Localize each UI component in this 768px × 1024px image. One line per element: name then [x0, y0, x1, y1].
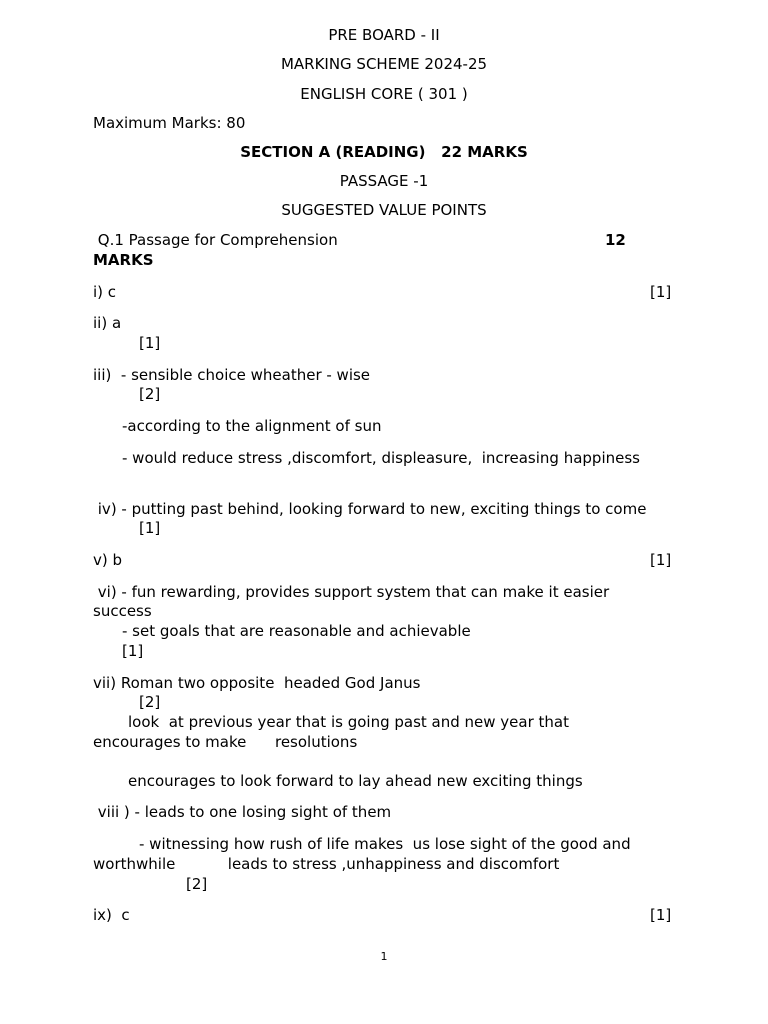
- answer-vi-mark: [1]: [122, 642, 144, 660]
- header-preboard: PRE BOARD - II: [328, 26, 440, 44]
- answer-i: i) c: [93, 283, 117, 301]
- answer-iv: iv) - putting past behind, looking forward to new, exciting things to come: [93, 500, 647, 518]
- answer-vii-point-1-continued: encourages to make resolutions: [93, 733, 358, 751]
- answer-vii-point-2: encourages to look forward to lay ahead new exciting things: [128, 772, 583, 790]
- answer-ix: ix) c: [93, 906, 130, 924]
- q1-marks-number: 12: [605, 231, 626, 249]
- answer-v: v) b: [93, 551, 123, 569]
- answer-iii: iii) - sensible choice wheather - wise: [93, 366, 371, 384]
- answer-iii-mark: [2]: [139, 385, 161, 403]
- page-number: 1: [380, 950, 388, 963]
- answer-viii-mark: [2]: [186, 875, 208, 893]
- suggested-value-points: SUGGESTED VALUE POINTS: [281, 201, 487, 219]
- q1-marks-word: MARKS: [93, 251, 154, 269]
- answer-iii-point-1: -according to the alignment of sun: [122, 417, 382, 435]
- answer-vi: vi) - fun rewarding, provides support system that can make it easier: [93, 583, 610, 601]
- answer-ii: ii) a: [93, 314, 122, 332]
- answer-viii-point-1-continued: worthwhile leads to stress ,unhappiness and discomfort: [93, 855, 560, 873]
- passage-title: PASSAGE -1: [339, 172, 429, 190]
- answer-ii-mark: [1]: [139, 334, 161, 352]
- answer-ix-mark: [1]: [650, 906, 672, 924]
- answer-vi-point-1: - set goals that are reasonable and achievable: [122, 622, 471, 640]
- answer-viii-point-1: - witnessing how rush of life makes us lose sight of the good and: [139, 835, 631, 853]
- section-title: SECTION A (READING) 22 MARKS: [240, 143, 528, 161]
- maximum-marks: Maximum Marks: 80: [93, 114, 246, 132]
- answer-vi-continued: success: [93, 602, 152, 620]
- q1-label: Q.1 Passage for Comprehension: [93, 231, 338, 249]
- answer-iii-point-2: - would reduce stress ,discomfort, displeasure, increasing happiness: [122, 449, 640, 467]
- answer-vii: vii) Roman two opposite headed God Janus: [93, 674, 421, 692]
- answer-viii: viii ) - leads to one losing sight of them: [93, 803, 392, 821]
- answer-vii-point-1: look at previous year that is going past and new year that: [128, 713, 569, 731]
- answer-i-mark: [1]: [650, 283, 672, 301]
- answer-vii-mark: [2]: [139, 693, 161, 711]
- answer-v-mark: [1]: [650, 551, 672, 569]
- answer-iv-mark: [1]: [139, 519, 161, 537]
- header-marking-scheme: MARKING SCHEME 2024-25: [280, 55, 488, 73]
- header-subject: ENGLISH CORE ( 301 ): [300, 85, 468, 103]
